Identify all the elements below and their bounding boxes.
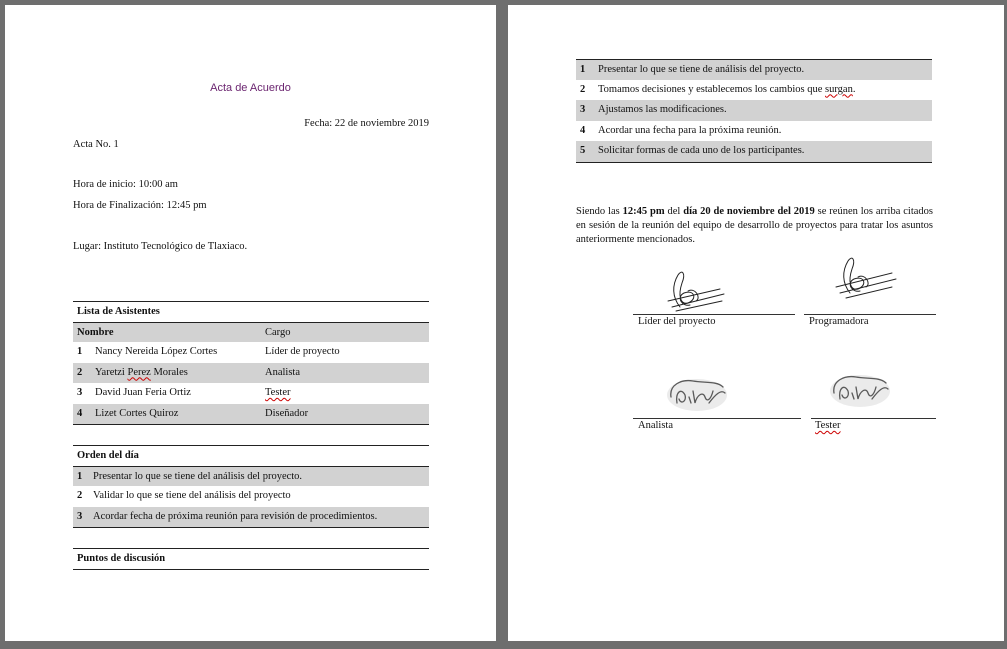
row-number: 1 [77,346,83,357]
row-number: 4 [580,124,586,136]
row-number: 1 [77,470,83,482]
table-row [576,59,932,80]
row-number: 1 [580,64,586,75]
row-number: 2 [77,366,83,378]
row-number: 5 [580,145,586,156]
agenda-table [73,445,429,528]
discussion-point: Acordar una fecha para la próxima reunión. [598,124,782,136]
table-row [576,80,932,101]
row-number: 3 [580,104,586,115]
column-header-name: Nombre [77,326,114,338]
row-number: 2 [77,490,83,501]
attendee-name: David Juan Feria Ortiz [95,387,191,398]
analyst-signature-image [663,373,731,415]
start-time: Hora de inicio: 10:00 am [73,179,178,190]
spell-check-word: surgan [825,83,853,95]
discussion-caption-row [73,548,429,569]
table-row [576,141,932,162]
tester-signature-line [811,418,936,419]
discussion-point-part: . [852,83,856,95]
paragraph-time: 12:45 pm [622,206,665,217]
date-line: Fecha: 22 de noviembre 2019 [304,118,429,129]
attendee-name: Nancy Nereida López Cortes [95,346,218,357]
programmer-signature-label: Programadora [809,316,869,327]
paragraph-text: se reúnen los arriba citados en sesión de la reunión del equipo de desarrollo de proyectos para tratar los asuntos anteriormente mencionados. [576,206,934,245]
discussion-point-part: Tomamos decisiones y establecemos los cambios que [598,83,826,95]
spell-check-word: Perez [127,366,151,378]
attendee-role: Diseñador [265,407,309,419]
row-number: 2 [580,83,586,95]
table-row [576,100,932,121]
document-page-1 [5,5,496,641]
document-page-2 [508,5,1004,641]
document-title: Acta de Acuerdo [210,82,291,94]
discussion-point [598,80,855,101]
leader-signature-label: Líder del proyecto [638,316,716,327]
row-number: 4 [77,407,83,419]
discussion-caption: Puntos de discusión [77,553,166,564]
tester-signature-label: Tester [815,420,841,431]
discussion-point: Ajustamos las modificaciones. [598,104,727,115]
discussion-table [73,548,429,570]
row-number: 3 [77,510,83,522]
table-row [73,486,429,507]
attendees-header-row [73,322,429,343]
discussion-point: Presentar lo que se tiene de análisis del proyecto. [598,64,805,75]
table-row [576,121,932,142]
row-number: 3 [77,387,83,398]
paragraph-text: del [664,206,684,217]
leader-signature-image [658,267,728,313]
table-row [73,404,429,425]
attendees-caption-row [73,301,429,322]
agenda-item: Acordar fecha de próxima reunión para revisión de procedimientos. [93,510,378,522]
leader-signature-line [633,314,795,315]
attendee-name-part: Yaretzi [95,366,128,378]
table-row [73,507,429,528]
analyst-signature-line [633,418,801,419]
agenda-caption: Orden del día [77,450,139,461]
agenda-caption-row [73,445,429,466]
analyst-signature-label: Analista [638,420,673,431]
programmer-signature-line [804,314,936,315]
agenda-item: Presentar lo que se tiene del análisis del proyecto. [93,470,303,482]
table-row [73,342,429,363]
paragraph-date: día 20 de noviembre del 2019 [683,206,815,217]
attendees-caption: Lista de Asistentes [77,306,160,317]
attendee-name: Lizet Cortes Quiroz [95,407,179,419]
attendee-role: Líder de proyecto [265,346,340,357]
table-row [73,383,429,404]
column-header-role: Cargo [265,326,291,338]
discussion-point: Solicitar formas de cada uno de los participantes. [598,145,805,156]
attendee-role: Analista [265,366,300,378]
paragraph-text: Siendo las [576,206,623,217]
meeting-place: Lugar: Instituto Tecnológico de Tlaxiaco. [73,241,248,252]
table-row [73,466,429,487]
discussion-points-table [576,59,932,163]
table-row [73,363,429,384]
acta-number: Acta No. 1 [73,139,119,150]
closing-paragraph [576,205,933,247]
attendees-table [73,301,429,425]
programmer-signature-image [830,255,902,301]
attendee-name-part: Morales [150,366,188,378]
attendee-name [95,363,188,384]
agenda-item: Validar lo que se tiene del análisis del proyecto [93,490,291,501]
end-time: Hora de Finalización: 12:45 pm [73,200,207,211]
tester-signature-image [826,369,894,411]
attendee-role: Tester [265,387,291,398]
